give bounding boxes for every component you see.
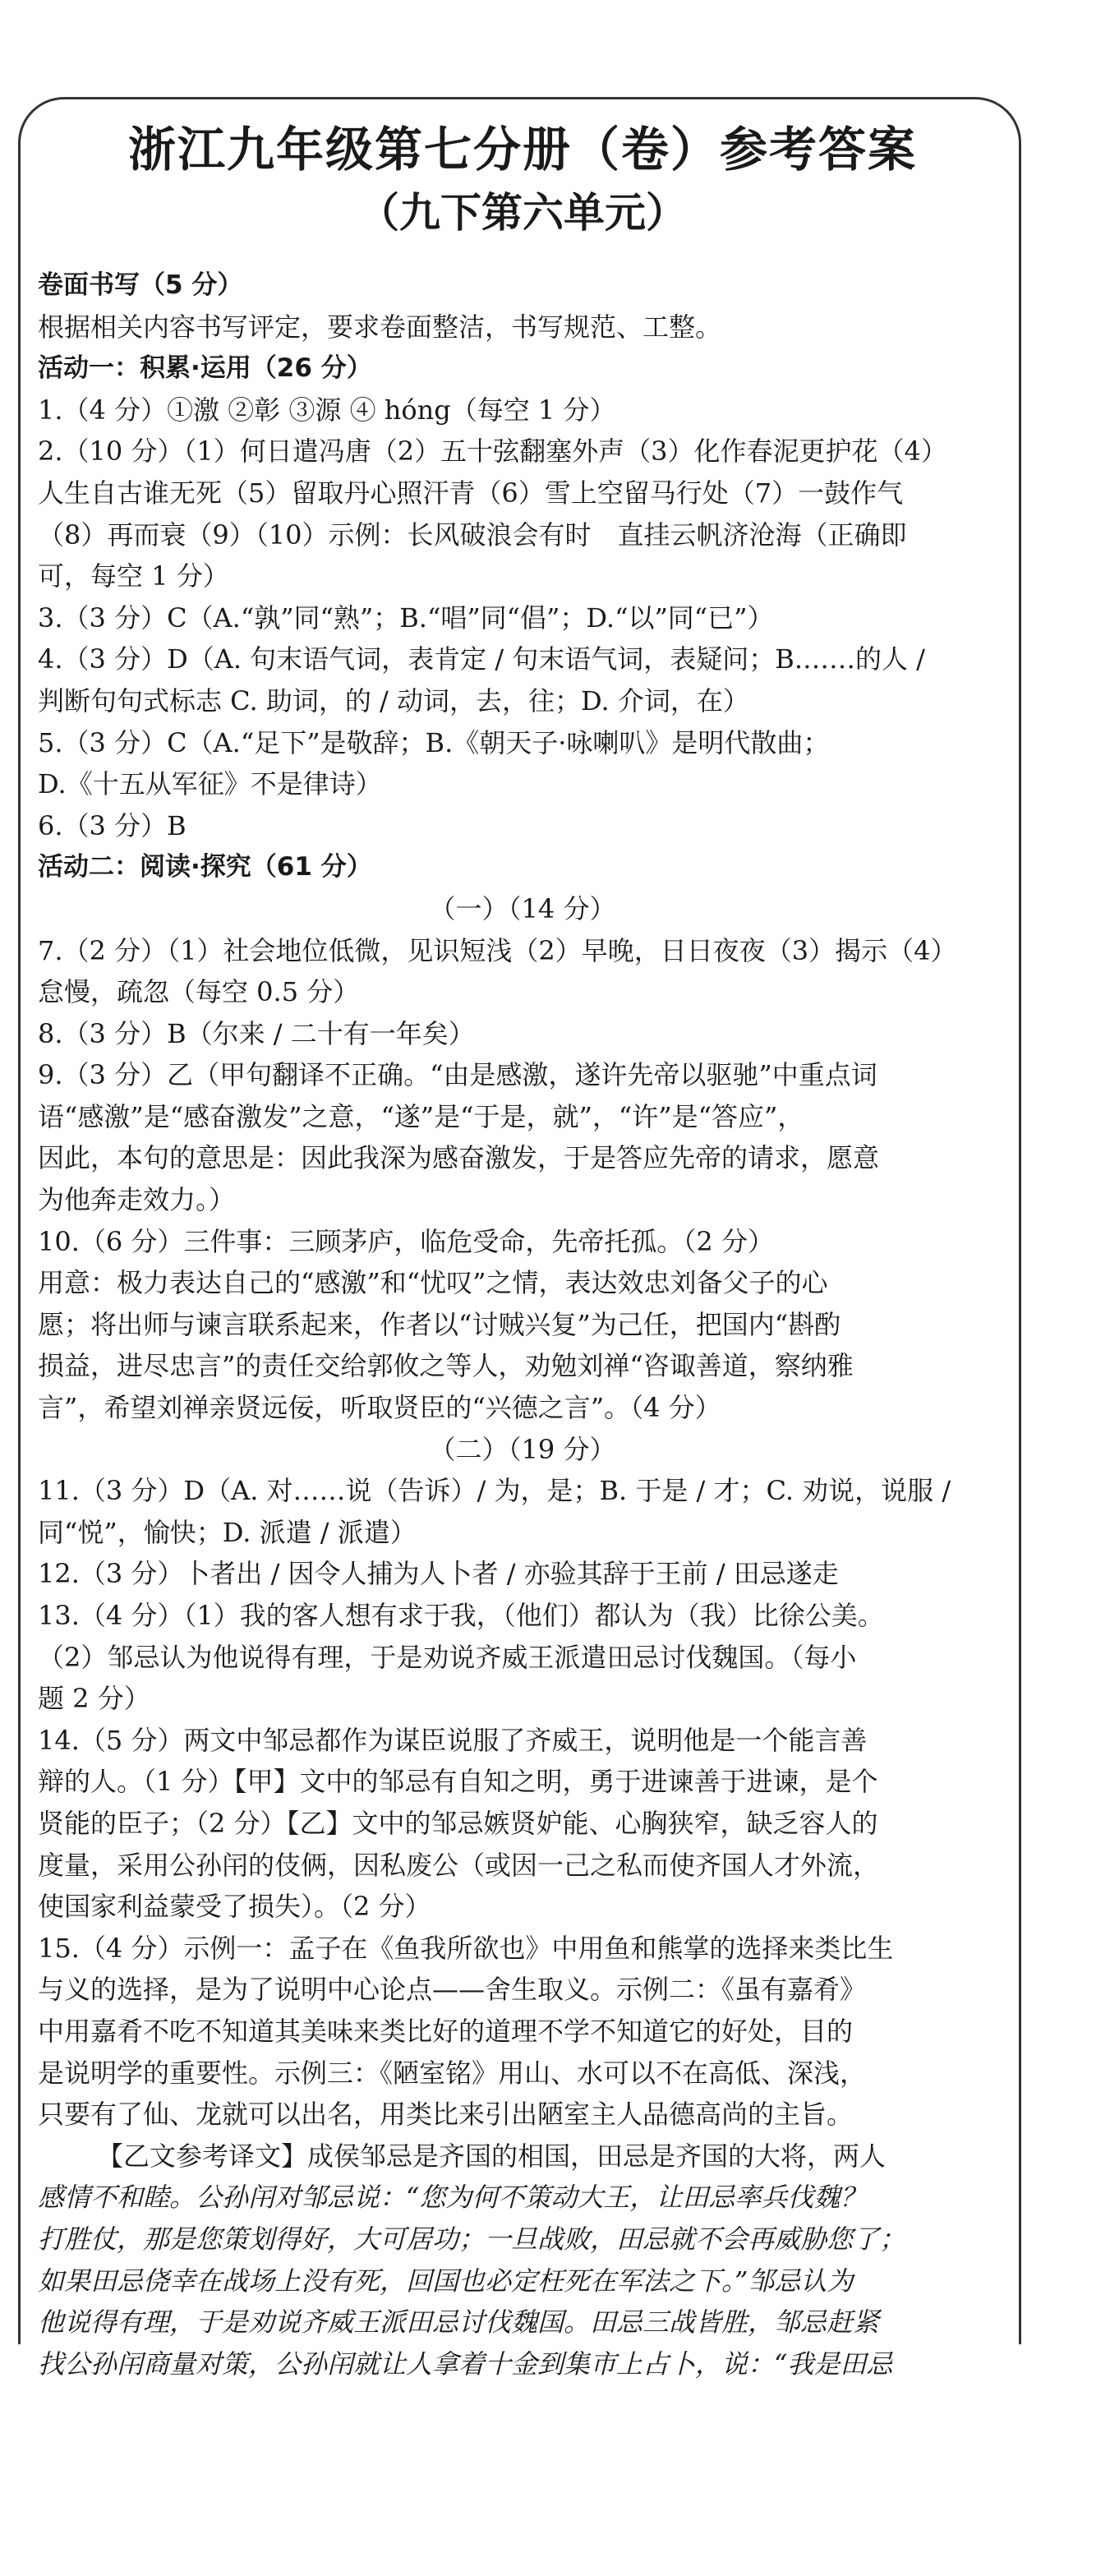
answer-line: （8）再而衰（9）（10）示例：长风破浪会有时 直挂云帆济沧海（正确即 [38,518,907,551]
subsection-heading: （二）（19 分） [429,1433,616,1465]
answer-line: 如果田忌侥幸在战场上没有死，回国也必定枉死在军法之下。”邹忌认为 [38,2265,854,2297]
answer-line: 找公孙闬商量对策，公孙闬就让人拿着十金到集市上占卜，说：“我是田忌 [38,2348,893,2380]
answer-line: 4.（3 分）D（A. 句末语气词，表肯定 / 句末语气词，表疑问；B.……的人 / [38,643,925,675]
answer-line: 题 2 分） [38,1683,150,1715]
answer-line: 15.（4 分）示例一：孟子在《鱼我所欲也》中用鱼和熊掌的选择来类比生 [38,1932,894,1964]
answer-line: 同“悦”，愉快；D. 派遣 / 派遣） [38,1516,417,1548]
answer-line: 12.（3 分）卜者出 / 因令人捕为人卜者 / 亦验其辞于王前 / 田忌遂走 [38,1558,839,1590]
answer-line: 2.（10 分）（1）何日遣冯唐（2）五十弦翻塞外声（3）化作春泥更护花（4） [38,435,947,468]
answer-line: 用意：极力表达自己的“感激”和“忧叹”之情，表达效忠刘备父子的心 [38,1267,828,1299]
answer-line: 因此，本句的意思是：因此我深为感奋激发，于是答应先帝的请求，愿意 [38,1142,880,1174]
answer-line: 14.（5 分）两文中邹忌都作为谋臣说服了齐威王，说明他是一个能言善 [38,1724,868,1756]
answer-line: 13.（4 分）（1）我的客人想有求于我，（他们）都认为（我）比徐公美。 [38,1600,884,1631]
answer-line: 与义的选择，是为了说明中心论点——舍生取义。示例二：《虽有嘉肴》 [38,1974,867,2006]
answer-line: 度量，采用公孙闬的伎俩，因私废公（或因一己之私而使齐国人才外流， [38,1849,880,1881]
section-heading: 卷面书写（5 分） [38,270,243,300]
answer-line: D.《十五从军征》不是律诗） [38,768,382,800]
answer-line: 【乙文参考译文】成侯邹忌是齐国的相国，田忌是齐国的大将，两人 [97,2140,887,2172]
answer-line: 为他奔走效力。） [38,1184,236,1216]
answer-line: 愿；将出师与谏言联系起来，作者以“讨贼兴复”为己任，把国内“斟酌 [38,1308,841,1340]
answer-line: 7.（2 分）（1）社会地位低微，见识短浅（2）早晚，日日夜夜（3）揭示（4） [38,934,957,966]
answer-line: 可，每空 1 分） [38,560,229,592]
answer-line: 1.（4 分）①激 ②彰 ③源 ④ hóng（每空 1 分） [38,394,616,426]
answer-line: 人生自古谁无死（5）留取丹心照汗青（6）雪上空留马行处（7）一鼓作气 [38,477,904,509]
answer-lines [38,265,1007,2385]
answer-line: 根据相关内容书写评定，要求卷面整洁，书写规范、工整。 [38,311,722,343]
answer-line: 5.（3 分）C（A.“足下”是敬辞；B.《朝天子·咏喇叭》是明代散曲； [38,726,830,758]
section-heading: 活动一：积累·运用（26 分） [38,353,372,384]
answer-line: （2）邹忌认为他说得有理，于是劝说齐威王派遣田忌讨伐魏国。（每小 [38,1641,857,1673]
answer-line: 3.（3 分）C（A.“孰”同“熟”；B.“唱”同“倡”；D.“以”同“已”） [38,601,774,634]
answer-line: 辩的人。（1 分）【甲】文中的邹忌有自知之明，勇于进谏善于进谏，是个 [38,1766,878,1798]
page-subtitle: （九下第六单元） [358,188,687,237]
answer-line: 言”，希望刘禅亲贤远佞，听取贤臣的“兴德之言”。（4 分） [38,1392,721,1424]
answer-line: 9.（3 分）乙（甲句翻译不正确。“由是感激，遂许先帝以驱驰”中重点词 [38,1059,877,1091]
answer-content [38,115,1007,2385]
answer-line: 10.（6 分）三件事：三顾茅庐，临危受命，先帝托孤。（2 分） [38,1225,774,1257]
answer-line: 6.（3 分）B [38,809,187,841]
answer-line: 怠慢，疏忽（每空 0.5 分） [38,976,360,1008]
answer-line: 贤能的臣子；（2 分）【乙】文中的邹忌嫉贤妒能、心胸狭窄，缺乏容人的 [38,1807,878,1839]
section-heading: 活动二：阅读·探究（61 分） [38,852,372,882]
answer-line: 是说明学的重要性。示例三：《陋室铭》用山、水可以不在高低、深浅， [38,2057,867,2089]
answer-line: 8.（3 分）B（尔来 / 二十有一年矣） [38,1017,475,1049]
page-title: 浙江九年级第七分册（卷）参考答案 [127,122,917,177]
answer-line: 打胜仗，那是您策划得好，大可居功；一旦战败，田忌就不会再威胁您了； [38,2223,906,2255]
answer-line: 中用嘉肴不吃不知道其美味来类比好的道理不学不知道它的好处，目的 [38,2015,854,2047]
answer-line: 11.（3 分）D（A. 对……说（告诉）/ 为，是；B. 于是 / 才；C. 劝说，说服 / [38,1475,951,1507]
subsection-heading: （一）（14 分） [429,892,616,924]
answer-line: 他说得有理，于是劝说齐威王派田忌讨伐魏国。田忌三战皆胜，邹忌赶紧 [38,2306,880,2339]
answer-line: 判断句句式标志 C. 助词，的 / 动词，去，往；D. 介词，在） [38,684,749,717]
answer-line: 使国家利益蒙受了损失）。（2 分） [38,1891,431,1923]
answer-line: 损益，进尽忠言”的责任交给郭攸之等人，劝勉刘禅“咨诹善道，察纳雅 [38,1350,854,1382]
answer-line: 只要有了仙、龙就可以出名，用类比来引出陋室主人品德高尚的主旨。 [38,2099,854,2131]
answer-line: 语“感激”是“感奋激发”之意，“遂”是“于是，就”，“许”是“答应”， [38,1100,804,1132]
answer-line: 感情不和睦。公孙闬对邹忌说：“您为何不策动大王，让田忌率兵伐魏？ [38,2182,867,2214]
